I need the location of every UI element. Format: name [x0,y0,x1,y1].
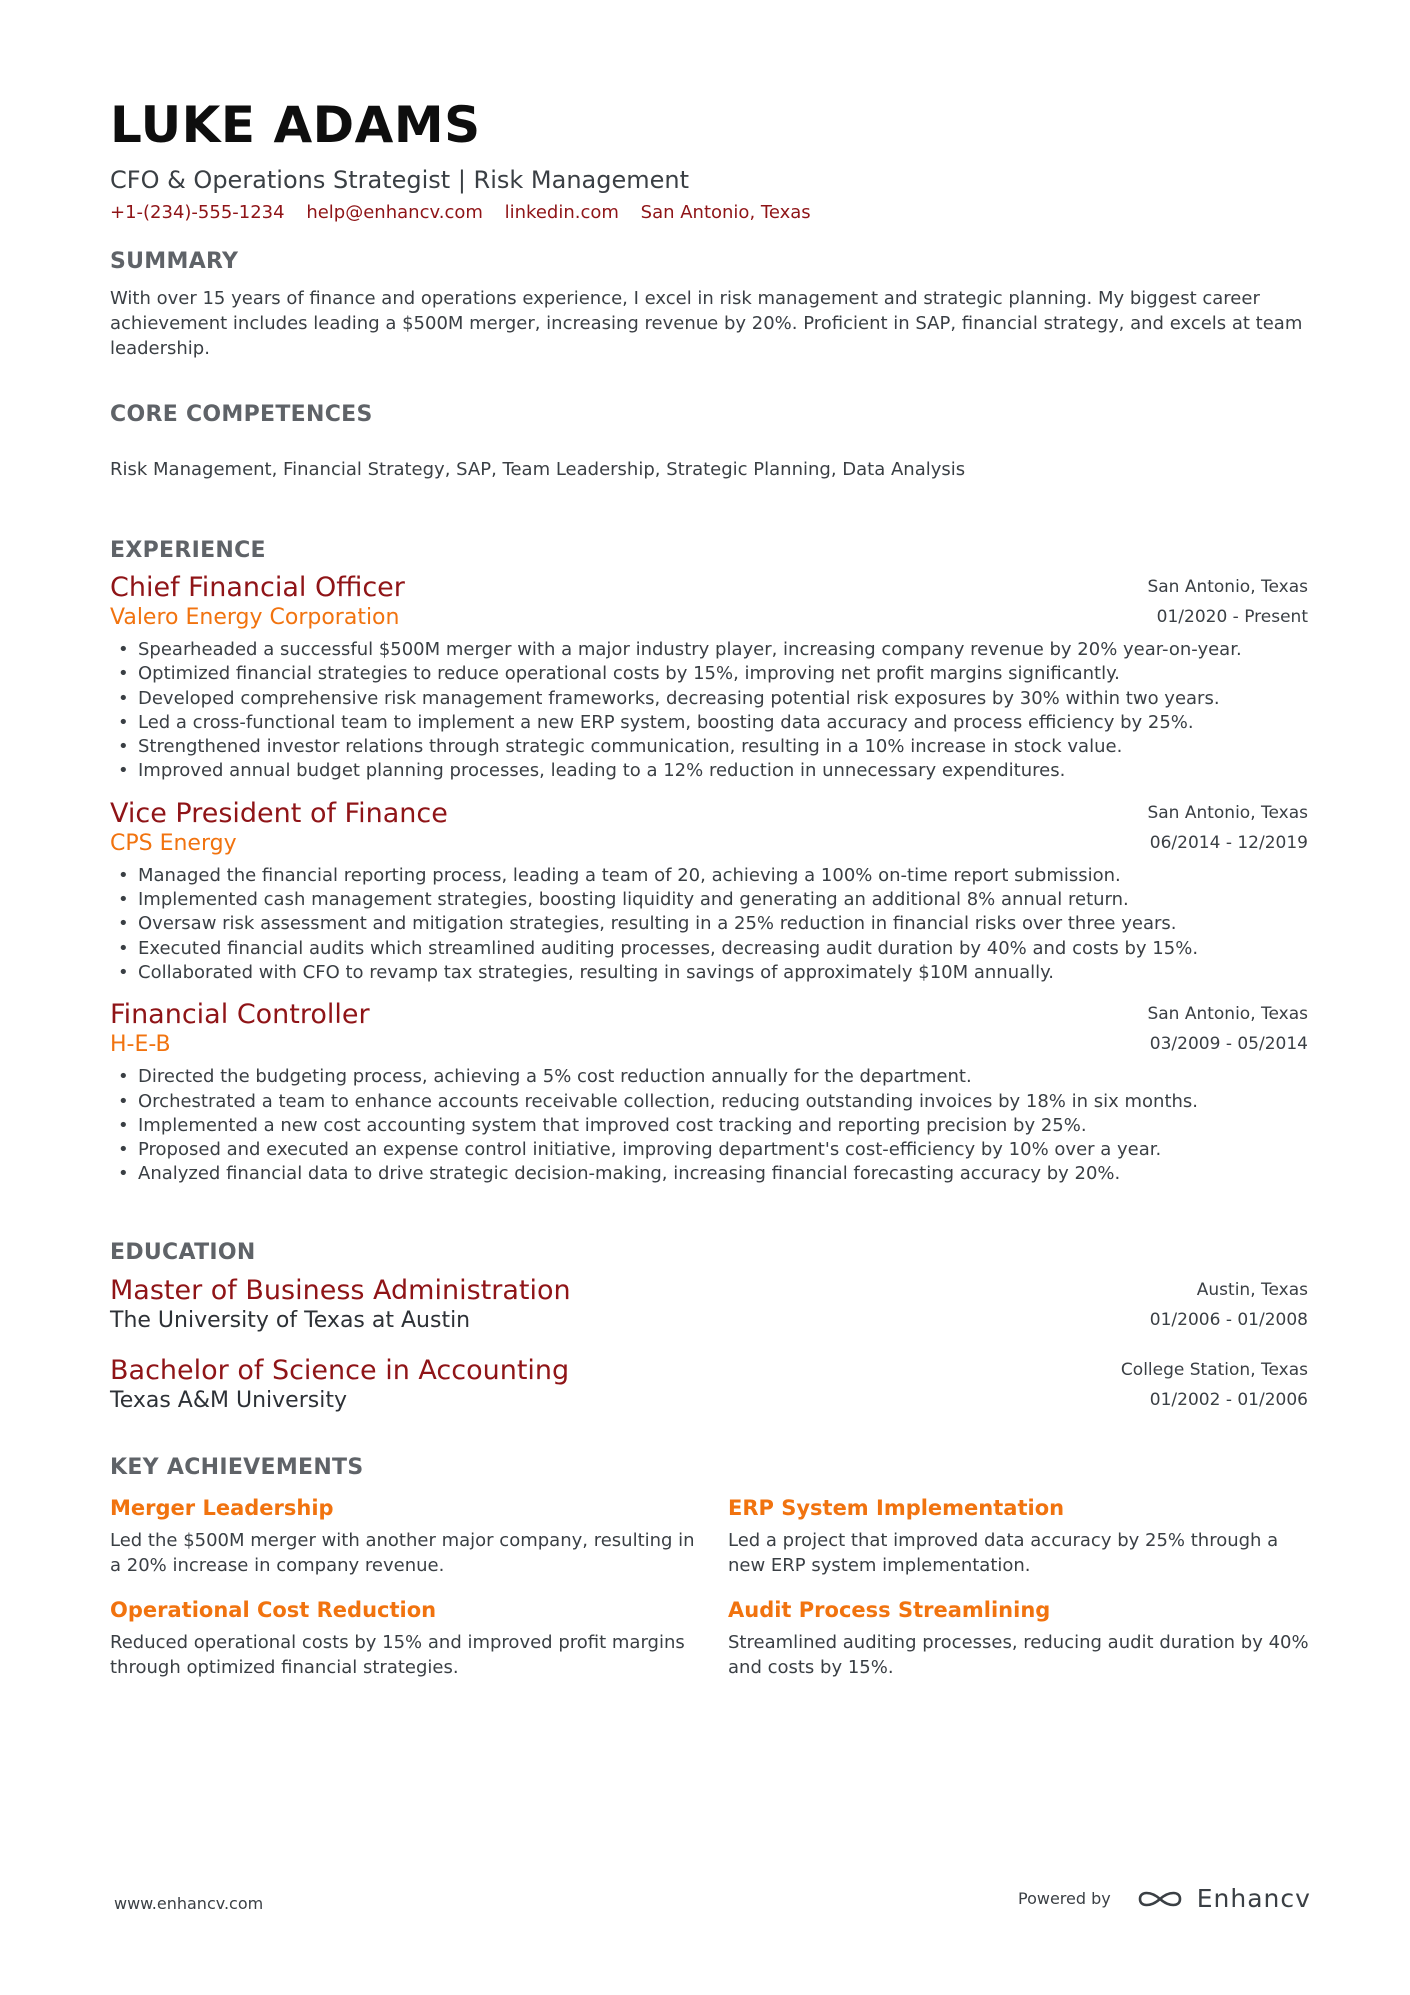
job-meta [1147,999,1308,1059]
education-meta [1121,1355,1308,1415]
education-entry [110,1275,1308,1335]
company-name: H-E-B [110,1032,171,1058]
bullet-item: • Orchestrated a team to enhance accounts receivable collection, reducing outstanding invoices by 18% in six months. [138,1090,1308,1114]
achievement-text: Streamlined auditing processes, reducing audit duration by 40% and costs by 15%. [728,1632,1309,1678]
achievement-item [728,1596,1318,1680]
summary-section [110,249,1308,361]
job-dates: 06/2014 - 12/2019 [1149,832,1308,853]
achievement-title: Merger Leadership [110,1496,334,1520]
job-bullets [110,864,1308,985]
powered-by-label: Powered by [1018,1889,1111,1908]
education-meta [1150,1275,1308,1335]
section-title-achievements: KEY ACHIEVEMENTS [110,1455,364,1480]
bullet-item: • Oversaw risk assessment and mitigation strategies, resulting in a 25% reduction in financial risks over three years. [138,912,1308,936]
bullet-item: • Implemented a new cost accounting system that improved cost tracking and reporting precision by 25%. [138,1114,1308,1138]
summary-text: With over 15 years of finance and operations experience, I excel in risk management and strategic planning. My biggest career achievement includes leading a $500M merger, increasing revenue by 20%. Proficient in SAP, financial strategy, and excels at team leadership. [110,288,1303,359]
section-title-competences: CORE COMPETENCES [110,402,373,427]
phone[interactable]: +1-(234)-555-1234 [110,202,285,223]
achievement-text: Led the $500M merger with another major company, resulting in a 20% increase in company revenue. [110,1530,695,1576]
linkedin-link[interactable]: linkedin.com [504,202,619,223]
job-meta [1147,798,1308,858]
education-dates: 01/2006 - 01/2008 [1149,1310,1308,1330]
job-dates: 03/2009 - 05/2014 [1149,1034,1308,1055]
achievement-title: Audit Process Streamlining [728,1598,1051,1622]
achievement-item [110,1494,700,1578]
job-title: Chief Financial Officer [110,572,405,603]
brand-name: Enhancv [1196,1884,1311,1913]
bullet-item: • Strengthened investor relations through strategic communication, resulting in a 10% increase in stock value. [138,735,1308,759]
section-title-summary: SUMMARY [110,249,239,274]
education-section [110,1240,1308,1415]
experience-entry [110,999,1308,1186]
school-name: Texas A&M University [110,1388,347,1413]
job-title: Financial Controller [110,999,370,1031]
bullet-item: • Implemented cash management strategies, boosting liquidity and generating an additional 8% annual return. [138,888,1308,912]
achievements-section [110,1455,1308,1680]
education-dates: 01/2002 - 01/2006 [1149,1390,1308,1410]
job-location: San Antonio, Texas [1147,802,1308,823]
degree-title: Master of Business Administration [110,1275,571,1306]
job-bullets [110,638,1308,784]
bullet-item: • Led a cross-functional team to implement a new ERP system, boosting data accuracy and process efficiency by 25%. [138,711,1308,735]
candidate-tagline: CFO & Operations Strategist | Risk Management [110,166,690,194]
achievement-item [728,1494,1318,1578]
contact-line [110,202,1308,223]
job-title: Vice President of Finance [110,797,448,829]
experience-entry [110,798,1308,985]
section-title-education: EDUCATION [110,1240,256,1265]
bullet-item: • Optimized financial strategies to reduce operational costs by 15%, improving net profit margins significantly. [138,662,1308,686]
bullet-item: • Spearheaded a successful $500M merger with a major industry player, increasing company revenue by 20% year-on-year. [138,638,1308,662]
bullet-item: • Managed the financial reporting process, leading a team of 20, achieving a 100% on-time report submission. [138,864,1308,888]
bullet-item: • Directed the budgeting process, achieving a 5% cost reduction annually for the department. [138,1065,1308,1089]
bullet-item: • Proposed and executed an expense control initiative, improving department's cost-efficiency by 10% over a year. [138,1138,1308,1162]
header [110,96,1308,223]
job-location: San Antonio, Texas [1147,577,1308,597]
bullet-item: • Developed comprehensive risk management frameworks, decreasing potential risk exposures by 30% within two years. [138,687,1308,711]
education-location: Austin, Texas [1196,1280,1308,1300]
school-name: The University of Texas at Austin [110,1308,471,1333]
company-name: Valero Energy Corporation [110,605,400,630]
company-name: CPS Energy [110,830,237,856]
location: San Antonio, Texas [640,202,811,223]
footer-brand [1018,1884,1311,1913]
achievement-text: Reduced operational costs by 15% and improved profit margins through optimized financial strategies. [110,1632,685,1678]
degree-title: Bachelor of Science in Accounting [110,1355,570,1386]
achievement-title: ERP System Implementation [728,1496,1065,1520]
job-dates: 01/2020 - Present [1156,607,1308,627]
achievement-title: Operational Cost Reduction [110,1598,437,1622]
education-entry [110,1355,1308,1415]
education-location: College Station, Texas [1120,1360,1308,1380]
enhancv-logo-icon [1137,1886,1183,1912]
candidate-name: LUKE ADAMS [110,96,481,154]
job-bullets [110,1065,1308,1186]
resume-page [110,92,1309,1678]
bullet-item: • Improved annual budget planning processes, leading to a 12% reduction in unnecessary expenditures. [138,759,1308,783]
section-title-experience: EXPERIENCE [110,538,266,563]
achievements-grid [110,1494,1308,1680]
experience-entry [110,572,1308,784]
email-link[interactable]: help@enhancv.com [306,202,483,223]
competences-text: Risk Management, Financial Strategy, SAP, Team Leadership, Strategic Planning, Data Analysis [110,459,966,480]
bullet-item: • Executed financial audits which streamlined auditing processes, decreasing audit duration by 40% and costs by 15%. [138,937,1308,961]
job-location: San Antonio, Texas [1147,1004,1308,1025]
bullet-item: • Analyzed financial data to drive strategic decision-making, increasing financial forecasting accuracy by 20%. [138,1162,1308,1186]
bullet-item: • Collaborated with CFO to revamp tax strategies, resulting in savings of approximately $10M annually. [138,961,1308,985]
achievement-item [110,1596,700,1680]
experience-section [110,538,1308,1187]
job-meta [1147,572,1308,632]
competences-section [110,402,1308,482]
footer-website-link[interactable]: www.enhancv.com [114,1894,264,1913]
achievement-text: Led a project that improved data accuracy by 25% through a new ERP system implementation. [728,1530,1279,1576]
